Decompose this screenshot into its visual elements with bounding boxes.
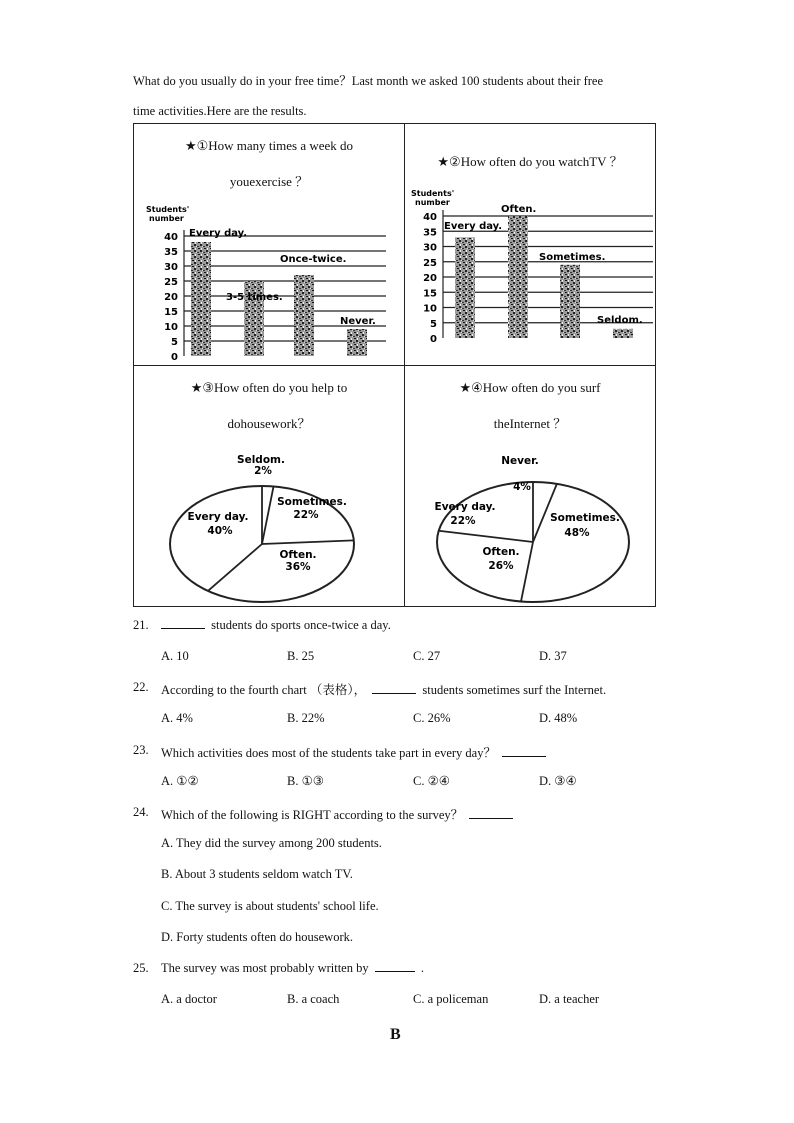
survey-results-table bbox=[133, 123, 656, 607]
bar bbox=[347, 329, 367, 356]
slice-percent: 48% bbox=[564, 527, 590, 539]
option-a[interactable]: A. They did the survey among 200 students. bbox=[161, 836, 382, 850]
option-a[interactable]: A. 10 bbox=[161, 649, 189, 663]
question-text-before: According to the fourth chart （表格）， bbox=[161, 683, 370, 697]
slice-label: Every day. bbox=[434, 501, 496, 513]
slice-percent: 26% bbox=[488, 560, 514, 572]
y-tick-label: 5 bbox=[171, 337, 178, 348]
pie-chart-housework bbox=[134, 446, 404, 606]
bar bbox=[191, 242, 211, 356]
chart-title-housework: ★③How often do you help to bbox=[190, 380, 348, 395]
question-number: 22. bbox=[133, 680, 149, 694]
chart-title-exercise: ★①How many times a week do bbox=[184, 138, 354, 153]
option-d[interactable]: D. 37 bbox=[539, 649, 567, 663]
question-number: 24. bbox=[133, 805, 149, 819]
bar-label: Never. bbox=[340, 316, 376, 327]
answer-blank[interactable] bbox=[502, 746, 546, 757]
bar bbox=[560, 265, 580, 338]
chart-cell-tv bbox=[405, 124, 657, 365]
bar-label: Once-twice. bbox=[280, 254, 347, 265]
y-tick-label: 30 bbox=[164, 262, 178, 273]
y-tick-label: 35 bbox=[423, 227, 437, 239]
question-text-before: Which of the following is RIGHT according to the survey？ bbox=[161, 808, 467, 822]
option-c[interactable]: C. ②④ bbox=[413, 774, 450, 788]
y-tick-label: 30 bbox=[423, 242, 437, 254]
bar-label: Every day. bbox=[444, 221, 503, 232]
slice-percent: 40% bbox=[207, 525, 233, 537]
y-tick-label: 25 bbox=[423, 257, 437, 269]
bar-label: Every day. bbox=[189, 228, 248, 239]
chart-title-internet: ★④How often do you surf bbox=[459, 380, 601, 395]
slice-percent: 4% bbox=[513, 481, 531, 493]
slice-label: Often. bbox=[482, 546, 520, 558]
question-text-after: students do sports once-twice a day. bbox=[208, 618, 391, 632]
option-b[interactable]: B. 25 bbox=[287, 649, 315, 663]
bar-label: Often. bbox=[501, 204, 537, 215]
question-number: 25. bbox=[133, 961, 149, 975]
y-tick-label: 40 bbox=[423, 212, 437, 223]
option-a[interactable]: A. a doctor bbox=[161, 992, 217, 1006]
question-number: 21. bbox=[133, 618, 149, 632]
option-c[interactable]: C. 26% bbox=[413, 711, 451, 725]
bar-chart-tv bbox=[405, 186, 657, 346]
chart-cell-exercise bbox=[134, 124, 404, 365]
question-text bbox=[161, 680, 606, 698]
option-b[interactable]: B. ①③ bbox=[287, 774, 324, 788]
option-b[interactable]: B. About 3 students seldom watch TV. bbox=[161, 867, 353, 881]
answer-blank[interactable] bbox=[375, 961, 415, 972]
slice-label: Sometimes. bbox=[550, 512, 620, 524]
chart-subtitle-housework: dohousework？ bbox=[227, 416, 311, 431]
option-c[interactable]: C. a policeman bbox=[413, 992, 489, 1006]
bar bbox=[508, 216, 528, 338]
y-axis-label: Students' bbox=[411, 189, 455, 198]
y-tick-label: 40 bbox=[164, 232, 178, 243]
y-axis-label: Students' bbox=[146, 205, 190, 214]
y-tick-label: 0 bbox=[171, 352, 178, 362]
answer-blank[interactable] bbox=[469, 808, 513, 819]
question-text-after: students sometimes surf the Internet. bbox=[419, 683, 607, 697]
bar-label: Sometimes. bbox=[539, 252, 606, 263]
option-a[interactable]: A. ①② bbox=[161, 774, 199, 788]
question-text-before: The survey was most probably written by bbox=[161, 961, 372, 975]
bar-label: Seldom. bbox=[597, 315, 643, 326]
section-marker: B bbox=[390, 1026, 401, 1043]
option-d[interactable]: D. 48% bbox=[539, 711, 578, 725]
y-tick-label: 15 bbox=[423, 288, 437, 300]
option-c[interactable]: C. 27 bbox=[413, 649, 441, 663]
question-text bbox=[161, 743, 549, 761]
intro-line-1: What do you usually do in your free time？Last month we asked 100 students about their free bbox=[133, 74, 604, 88]
answer-blank[interactable] bbox=[161, 618, 205, 629]
bar bbox=[455, 237, 475, 338]
question-text-before: Which activities does most of the students take part in every day？ bbox=[161, 746, 500, 760]
bar-label: 3-5 times. bbox=[226, 292, 283, 303]
option-d[interactable]: D. ③④ bbox=[539, 774, 577, 788]
y-tick-label: 0 bbox=[430, 334, 437, 345]
option-b[interactable]: B. a coach bbox=[287, 992, 340, 1006]
chart-cell-internet bbox=[405, 366, 657, 608]
question-text-after: . bbox=[417, 961, 424, 975]
y-tick-label: 20 bbox=[423, 273, 437, 284]
pie-chart-internet bbox=[405, 446, 657, 606]
bar bbox=[613, 329, 633, 338]
y-axis-label: number bbox=[415, 198, 450, 207]
y-tick-label: 15 bbox=[164, 307, 178, 318]
option-d[interactable]: D. a teacher bbox=[539, 992, 600, 1006]
slice-percent: 22% bbox=[293, 509, 319, 521]
y-tick-label: 10 bbox=[164, 322, 178, 333]
slice-label: Sometimes. bbox=[277, 496, 347, 508]
y-tick-label: 25 bbox=[164, 277, 178, 288]
slice-percent: 22% bbox=[450, 515, 476, 527]
question-number: 23. bbox=[133, 743, 149, 757]
y-tick-label: 35 bbox=[164, 247, 178, 258]
option-c[interactable]: C. The survey is about students' school life. bbox=[161, 899, 379, 913]
option-b[interactable]: B. 22% bbox=[287, 711, 325, 725]
chart-subtitle-exercise: youexercise ？ bbox=[229, 174, 309, 189]
slice-percent: 2% bbox=[254, 465, 272, 477]
bar bbox=[294, 275, 314, 356]
intro-text bbox=[133, 66, 673, 126]
y-axis-label: number bbox=[149, 214, 184, 223]
slice-label: Never. bbox=[501, 455, 539, 467]
answer-blank[interactable] bbox=[372, 683, 416, 694]
y-tick-label: 5 bbox=[430, 318, 437, 330]
question-text bbox=[161, 961, 424, 976]
slice-label: Often. bbox=[279, 549, 317, 561]
chart-subtitle-internet: theInternet ？ bbox=[493, 416, 567, 431]
slice-label: Seldom. bbox=[237, 454, 285, 466]
slice-percent: 36% bbox=[285, 561, 311, 573]
option-a[interactable]: A. 4% bbox=[161, 711, 193, 725]
bar-chart-exercise bbox=[134, 202, 404, 362]
chart-cell-housework bbox=[134, 366, 404, 608]
slice-label: Every day. bbox=[187, 511, 249, 523]
question-text bbox=[161, 618, 391, 633]
option-d[interactable]: D. Forty students often do housework. bbox=[161, 930, 353, 944]
y-tick-label: 20 bbox=[164, 292, 178, 303]
intro-line-2: time activities.Here are the results. bbox=[133, 104, 307, 118]
y-tick-label: 10 bbox=[423, 303, 437, 315]
chart-title-tv: ★②How often do you watchTV ？ bbox=[437, 154, 623, 169]
question-text bbox=[161, 805, 516, 823]
